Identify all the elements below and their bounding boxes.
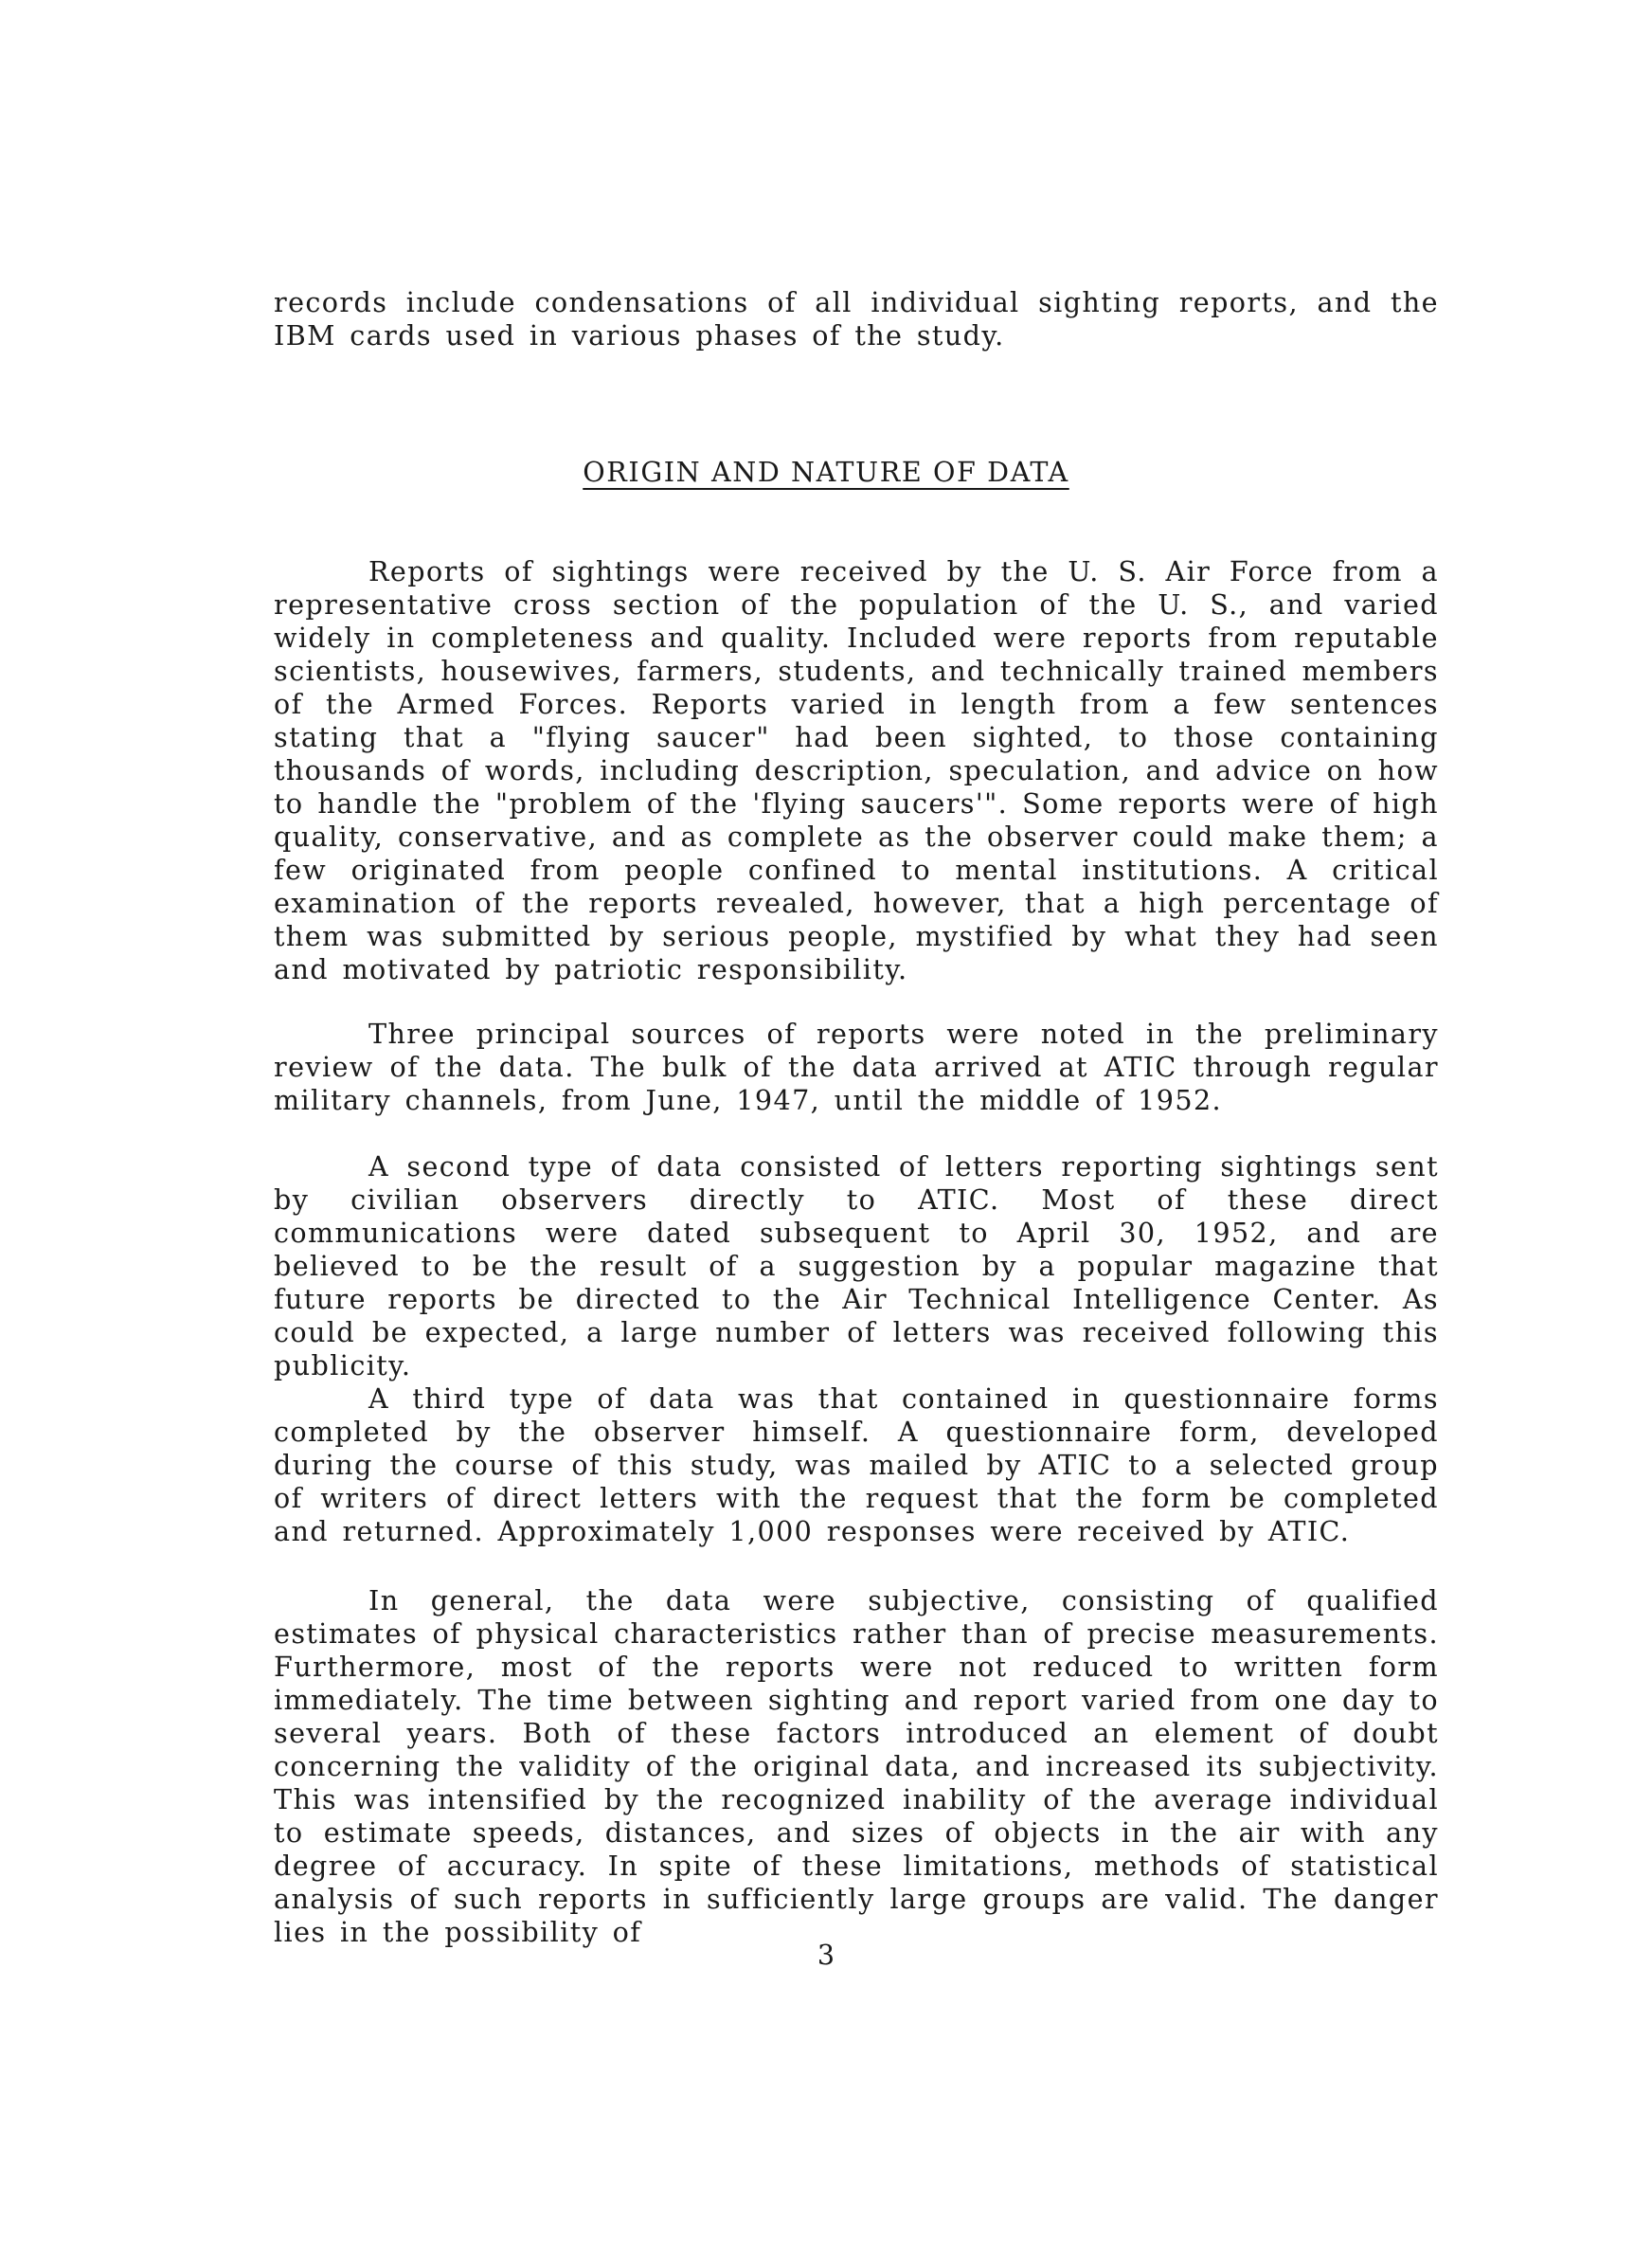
paragraph-third-type: A third type of data was that contained in questionnaire forms completed by the observer himself. A questionnaire form, developed during the course of this study, was mailed by ATIC to a selected group of writers of direct letters with the request that the form be completed and returned. Approximately 1,000 responses were received by ATIC. <box>274 1382 1439 1547</box>
section-heading-text: ORIGIN AND NATURE OF DATA <box>583 456 1069 488</box>
opening-paragraph: records include condensations of all individual sighting reports, and the IBM cards used in various phases of the study. <box>274 286 1439 352</box>
paragraph-sightings-received: Reports of sightings were received by the U. S. Air Force from a representative cross section of the population of the U. S., and varied widely in completeness and quality. Included were reports from reputable scientists, housewives, farmers, students, and technically trained members of the Armed Forces. Reports varied in length from a few sentences stating that a "flying saucer" had been sighted, to those containing thousands of words, including description, speculation, and advice on how to handle the "problem of the 'flying saucers'". Some reports were of high quality, conservative, and as complete as the observer could make them; a few originated from people confined to mental institutions. A critical examination of the reports revealed, however, that a high percentage of them was submitted by serious people, mystified by what they had seen and motivated by patriotic responsibility. <box>274 555 1439 985</box>
page-number: 3 <box>817 1939 835 1971</box>
paragraph-principal-sources: Three principal sources of reports were noted in the preliminary review of the data. The bulk of the data arrived at ATIC through regular military channels, from June, 1947, until the middle of 1952. <box>274 1018 1439 1116</box>
section-heading <box>0 456 1652 489</box>
paragraph-second-type: A second type of data consisted of letters reporting sightings sent by civilian observers directly to ATIC. Most of these direct communications were dated subsequent to April 30, 1952, and are believed to be the result of a suggestion by a popular magazine that future reports be directed to the Air Technical Intelligence Center. As could be expected, a large number of letters was received following this publicity. <box>274 1150 1439 1381</box>
paragraph-subjective-data: In general, the data were subjective, consisting of qualified estimates of physical characteristics rather than of precise measurements. Furthermore, most of the reports were not reduced to written form immediately. The time between sighting and report varied from one day to several years. Both of these factors introduced an element of doubt concerning the validity of the original data, and increased its subjectivity. This was intensified by the recognized inability of the average individual to estimate speeds, distances, and sizes of objects in the air with any degree of accuracy. In spite of these limitations, methods of statistical analysis of such reports in sufficiently large groups are valid. The danger lies in the possibility of <box>274 1584 1439 1948</box>
